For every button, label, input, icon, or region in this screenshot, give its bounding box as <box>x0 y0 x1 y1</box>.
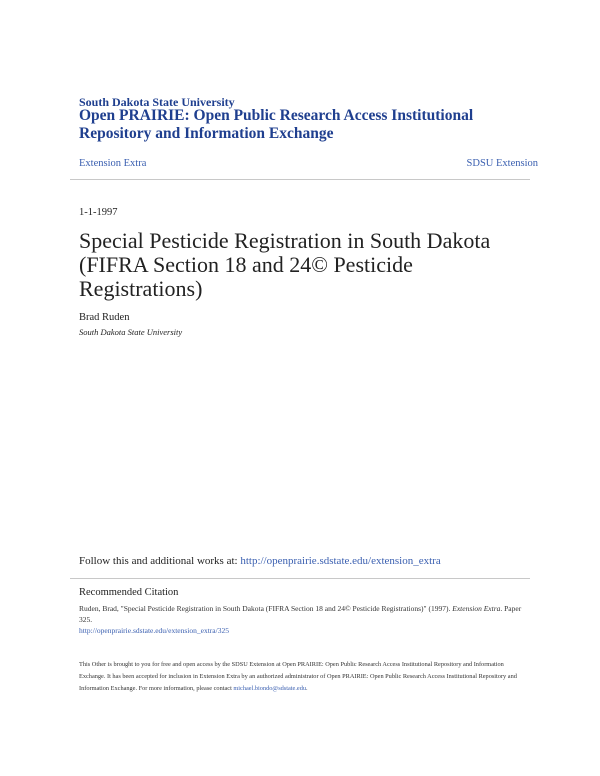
document-title: Special Pesticide Registration in South Dakota (FIFRA Section 18 and 24© Pesticide Registrations) <box>79 228 491 301</box>
publication-date: 1-1-1997 <box>79 207 118 218</box>
header-divider <box>70 179 530 180</box>
citation-series: Extension Extra <box>452 604 501 613</box>
footer-text: This Other is brought to you for free and open access by the SDSU Extension at Open PRAIRIE: Open Public Research Access Institutional Repository and Information Exchange. It has been accepted for inclusion in Extension Extra by an authorized administrator of Open PRAIRIE: Open Public Research Access Institutional Repository and Information Exchange. For more information, please contact <box>79 661 517 692</box>
repository-name[interactable]: Open PRAIRIE: Open Public Research Access Institutional Repository and Information Exchange <box>79 107 474 142</box>
citation-block <box>79 603 529 636</box>
citation-text: Ruden, Brad, "Special Pesticide Registration in South Dakota (FIFRA Section 18 and 24© Pesticide Registrations)" (1997). <box>79 604 453 613</box>
follow-link[interactable]: http://openprairie.sdstate.edu/extension_extra <box>240 555 441 567</box>
author-name: Brad Ruden <box>79 312 130 323</box>
footer-notice <box>79 659 529 695</box>
follow-divider <box>70 578 530 579</box>
collection-link[interactable]: Extension Extra <box>79 158 147 169</box>
footer-end: . <box>306 685 308 692</box>
author-affiliation: South Dakota State University <box>79 327 183 337</box>
citation-link[interactable]: http://openprairie.sdstate.edu/extension_extra/325 <box>79 626 229 635</box>
follow-line <box>79 555 441 567</box>
citation-paper: . Paper 325. <box>79 604 522 624</box>
department-link[interactable]: SDSU Extension <box>466 158 538 169</box>
university-name[interactable]: South Dakota State University <box>79 95 235 109</box>
follow-prefix: Follow this and additional works at: <box>79 555 241 567</box>
citation-heading: Recommended Citation <box>79 587 179 598</box>
contact-email-link[interactable]: michael.biondo@sdstate.edu <box>233 685 307 692</box>
